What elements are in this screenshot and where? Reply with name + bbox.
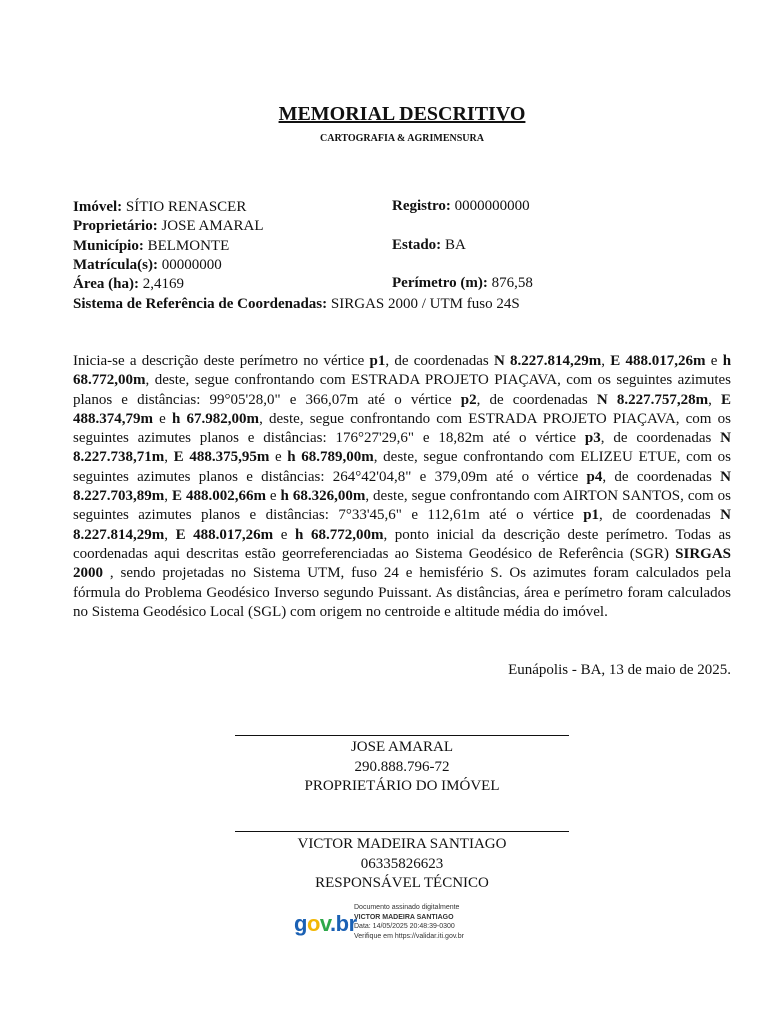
coordinate: h 68.772,00m bbox=[73, 353, 732, 389]
coordinate: N 8.227.814,29m bbox=[73, 507, 732, 543]
desc-text: , de coordenadas bbox=[476, 391, 597, 408]
govbr-verify: Verifique em https://validar.iti.gov.br bbox=[354, 932, 464, 940]
desc-text: , deste, segue confrontando com ESTRADA PROJETO PIAÇAVA, com os seguintes azimutes planos e distâncias: 176°27'29,6" e 18,82m até o vértice bbox=[73, 410, 731, 447]
desc-text: , bbox=[601, 353, 611, 369]
coordinate: E 488.017,26m bbox=[175, 526, 274, 543]
desc-text: Inicia-se a descrição deste perímetro no vértice bbox=[73, 353, 370, 369]
area-row bbox=[73, 275, 184, 295]
owner-name: JOSE AMARAL bbox=[350, 739, 454, 755]
perimetro-label: Perímetro (m): bbox=[392, 275, 488, 291]
document-date: Eunápolis - BA, 13 de maio de 2025. bbox=[508, 662, 731, 678]
coordinate: N 8.227.757,28m bbox=[596, 391, 709, 408]
coordinate: N 8.227.738,71m bbox=[73, 430, 731, 466]
registro-row bbox=[392, 198, 530, 215]
registro-label: Registro: bbox=[392, 198, 451, 214]
src-row bbox=[73, 295, 520, 315]
govbr-signer: VICTOR MADEIRA SANTIAGO bbox=[354, 913, 454, 921]
govbr-date: Data: 14/05/2025 20:48:39-0300 bbox=[354, 923, 455, 930]
area-label: Área (ha): bbox=[73, 276, 139, 292]
coordinate: N 8.227.703,89m bbox=[73, 468, 731, 505]
imovel-label: Imóvel: bbox=[73, 199, 123, 215]
desc-text: e bbox=[265, 488, 281, 505]
desc-text: e bbox=[153, 410, 173, 427]
coordinate: N 8.227.814,29m bbox=[493, 353, 602, 369]
govbr-stamp-text bbox=[354, 903, 464, 941]
coordinate: h 68.326,00m bbox=[280, 488, 366, 505]
coordinate: h 68.772,00m bbox=[295, 526, 384, 543]
owner-role: PROPRIETÁRIO DO IMÓVEL bbox=[304, 778, 500, 794]
desc-text: , de coordenadas bbox=[599, 507, 721, 524]
coordinate: E 488.002,66m bbox=[171, 488, 266, 505]
estado-label: Estado: bbox=[392, 237, 442, 253]
coordinate: E 488.375,95m bbox=[173, 449, 270, 466]
desc-text: , de coordenadas bbox=[385, 353, 494, 369]
desc-text: , bbox=[708, 391, 722, 408]
document-title: MEMORIAL DESCRITIVO bbox=[278, 103, 526, 125]
registro-value: 0000000000 bbox=[454, 198, 530, 214]
proprietario-row bbox=[73, 217, 264, 237]
coordinate: E 488.374,79m bbox=[73, 391, 732, 427]
document-subtitle: CARTOGRAFIA & AGRIMENSURA bbox=[320, 133, 484, 144]
src-value: SIRGAS 2000 / UTM fuso 24S bbox=[330, 296, 520, 312]
desc-text: , deste, segue confrontando com ESTRADA PROJETO PIAÇAVA, com os seguintes azimutes planos e distâncias: 99°05'28,0" e 366,07m até o vértice bbox=[73, 372, 731, 408]
matricula-row bbox=[73, 256, 222, 276]
vertex-label: p4 bbox=[586, 468, 603, 485]
perimeter-description bbox=[73, 352, 731, 622]
vertex-label: p1 bbox=[583, 507, 600, 524]
src-label: Sistema de Referência de Coordenadas: bbox=[73, 296, 328, 312]
desc-text: , deste, segue confrontando com AIRTON SANTOS, com os seguintes azimutes planos e distâncias: 7°33'45,6" e 112,61m até o vértice bbox=[73, 488, 731, 524]
vertex-label: p2 bbox=[460, 391, 477, 408]
desc-text: , bbox=[164, 488, 172, 505]
estado-row bbox=[392, 237, 466, 254]
matricula-value: 00000000 bbox=[161, 257, 222, 273]
desc-text: , de coordenadas bbox=[600, 430, 721, 447]
proprietario-value: JOSE AMARAL bbox=[161, 218, 264, 234]
desc-text: e bbox=[273, 526, 296, 543]
estado-value: BA bbox=[444, 237, 466, 253]
proprietario-label: Proprietário: bbox=[73, 218, 158, 234]
desc-text: , de coordenadas bbox=[602, 468, 721, 485]
govbr-line-1: Documento assinado digitalmente bbox=[354, 904, 460, 911]
matricula-label: Matrícula(s): bbox=[73, 257, 158, 273]
imovel-row bbox=[73, 198, 246, 218]
coordinate: h 68.789,00m bbox=[287, 449, 374, 466]
govbr-logo: gov.br bbox=[294, 911, 357, 936]
owner-signature-line bbox=[235, 735, 569, 736]
desc-text: , bbox=[164, 449, 174, 466]
owner-signature-block bbox=[235, 738, 569, 797]
desc-text: e bbox=[705, 353, 723, 369]
tech-signature-block bbox=[235, 835, 569, 894]
desc-text: , sendo projetadas no Sistema UTM, fuso 24 e hemisfério S. Os azimutes foram calculados pela fórmula do Problema Geodésico Inverso segundo Puissant. As distâncias, área e perímetro foram calculados no Sistema Geodésico Local (SGL) com origem no centroide e altitude média do imóvel. bbox=[73, 565, 731, 620]
vertex-label: p1 bbox=[369, 353, 386, 369]
perimetro-value: 876,58 bbox=[491, 275, 533, 291]
municipio-value: BELMONTE bbox=[147, 238, 230, 254]
desc-text: , ponto inicial da descrição deste perímetro. Todas as coordenadas aqui descritas estão georreferenciadas ao Sistema Geodésico de Referência (SGR) bbox=[73, 526, 732, 562]
coordinate: h 67.982,00m bbox=[172, 410, 260, 427]
owner-document: 290.888.796-72 bbox=[354, 758, 450, 775]
desc-text: , bbox=[164, 526, 176, 543]
municipio-row bbox=[73, 237, 229, 257]
tech-name: VICTOR MADEIRA SANTIAGO bbox=[297, 836, 507, 852]
vertex-label: p3 bbox=[584, 430, 601, 447]
tech-signature-line bbox=[235, 831, 569, 832]
tech-role: RESPONSÁVEL TÉCNICO bbox=[315, 875, 489, 891]
area-value: 2,4169 bbox=[142, 276, 184, 292]
imovel-value: SÍTIO RENASCER bbox=[125, 199, 247, 215]
desc-text: e bbox=[269, 449, 288, 466]
perimetro-row bbox=[392, 275, 533, 292]
reference-system: SIRGAS 2000 bbox=[73, 545, 731, 582]
municipio-label: Município: bbox=[73, 238, 144, 254]
tech-document: 06335826623 bbox=[360, 855, 444, 872]
coordinate: E 488.017,26m bbox=[610, 353, 706, 369]
desc-text: , deste, segue confrontando com ELIZEU ETUE, com os seguintes azimutes planos e distâncias: 264°42'04,8" e 379,09m até o vértice bbox=[73, 449, 731, 485]
